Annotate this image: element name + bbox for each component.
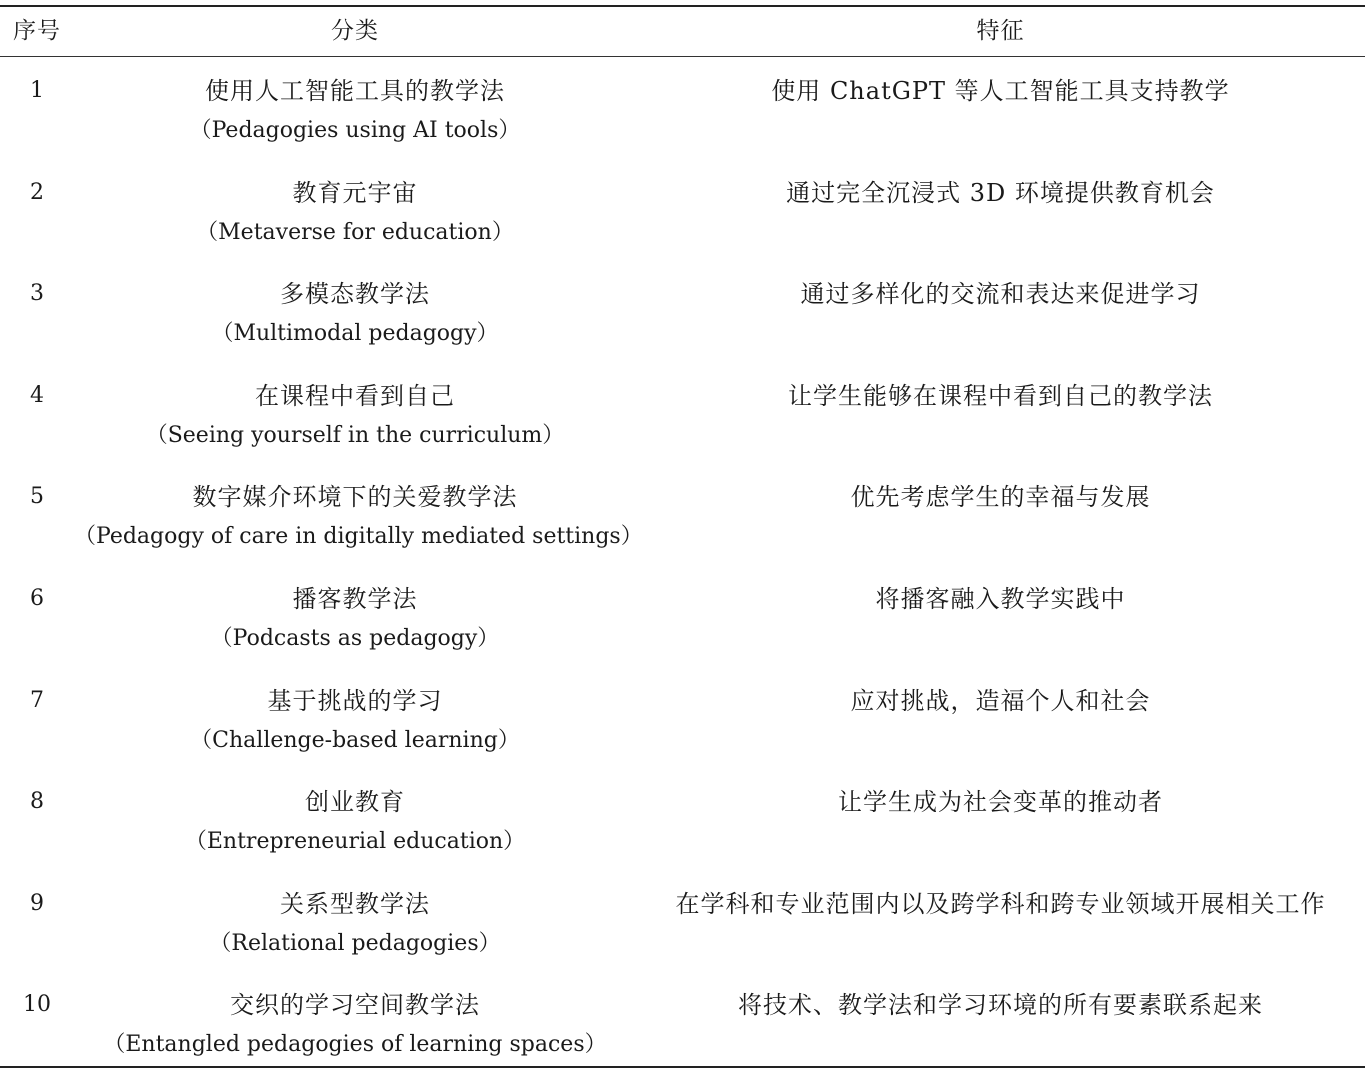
table-header-rule bbox=[0, 56, 1365, 57]
table-row bbox=[0, 267, 1365, 369]
row-number: 2 bbox=[30, 179, 44, 205]
header-feature: 特征 bbox=[976, 18, 1025, 44]
feature-cell bbox=[636, 877, 1365, 919]
row-number: 7 bbox=[30, 687, 44, 713]
category-english: （Entrepreneurial education） bbox=[184, 829, 526, 855]
row-number: 9 bbox=[30, 890, 44, 916]
category-chinese: 交织的学习空间教学法 bbox=[230, 991, 480, 1020]
category-chinese: 基于挑战的学习 bbox=[267, 686, 443, 715]
feature-cell bbox=[636, 470, 1365, 512]
table-row bbox=[0, 64, 1365, 166]
feature-cell bbox=[636, 166, 1365, 208]
category-cell bbox=[74, 877, 636, 959]
category-chinese: 创业教育 bbox=[305, 788, 405, 817]
category-english: （Seeing yourself in the curriculum） bbox=[145, 422, 565, 448]
feature-cell bbox=[636, 674, 1365, 716]
category-cell bbox=[74, 470, 643, 552]
row-number: 1 bbox=[30, 78, 44, 103]
category-cell bbox=[74, 674, 636, 756]
category-cell bbox=[74, 166, 636, 248]
table-row bbox=[0, 775, 1365, 877]
category-english: （Entangled pedagogies of learning spaces） bbox=[103, 1032, 607, 1058]
category-english: （Pedagogies using AI tools） bbox=[189, 118, 521, 143]
row-number: 4 bbox=[30, 382, 44, 408]
table-row bbox=[0, 877, 1365, 979]
row-number: 8 bbox=[30, 789, 44, 815]
row-number: 3 bbox=[30, 281, 44, 307]
table-header bbox=[0, 0, 1365, 56]
category-english: （Multimodal pedagogy） bbox=[211, 321, 499, 347]
feature-text: 优先考虑学生的幸福与发展 bbox=[850, 483, 1151, 512]
category-cell bbox=[74, 978, 636, 1060]
feature-text: 让学生成为社会变革的推动者 bbox=[838, 788, 1163, 817]
table-row bbox=[0, 572, 1365, 674]
feature-text: 在学科和专业范围内以及跨学科和跨专业领域开展相关工作 bbox=[675, 889, 1326, 918]
category-cell bbox=[74, 64, 636, 146]
category-chinese: 播客教学法 bbox=[292, 585, 418, 613]
category-chinese: 多模态教学法 bbox=[280, 280, 430, 309]
table-bottom-rule bbox=[0, 1066, 1365, 1068]
category-english: （Metaverse for education） bbox=[196, 219, 514, 245]
category-chinese: 数字媒介环境下的关爱教学法 bbox=[192, 483, 518, 512]
category-chinese: 在课程中看到自己 bbox=[255, 381, 455, 410]
row-number: 5 bbox=[30, 484, 44, 510]
category-english: （Pedagogy of care in digitally mediated settings） bbox=[74, 524, 643, 550]
feature-cell bbox=[636, 572, 1365, 614]
category-chinese: 使用人工智能工具的教学法 bbox=[205, 77, 505, 105]
feature-text: 使用 ChatGPT 等人工智能工具支持教学 bbox=[771, 77, 1230, 105]
feature-text: 让学生能够在课程中看到自己的教学法 bbox=[788, 381, 1213, 410]
row-number: 6 bbox=[30, 586, 44, 611]
feature-text: 通过多样化的交流和表达来促进学习 bbox=[800, 280, 1201, 309]
feature-text: 将技术、教学法和学习环境的所有要素联系起来 bbox=[738, 991, 1263, 1020]
category-cell bbox=[74, 572, 636, 654]
feature-cell bbox=[636, 64, 1365, 106]
row-number: 10 bbox=[23, 992, 51, 1018]
category-english: （Challenge-based learning） bbox=[190, 727, 520, 753]
category-cell bbox=[74, 369, 636, 451]
feature-cell bbox=[636, 978, 1365, 1020]
table-row bbox=[0, 470, 1365, 572]
category-chinese: 关系型教学法 bbox=[280, 889, 430, 918]
table-row bbox=[0, 369, 1365, 471]
header-category: 分类 bbox=[331, 18, 379, 44]
feature-text: 应对挑战，造福个人和社会 bbox=[850, 686, 1151, 715]
category-english: （Podcasts as pedagogy） bbox=[210, 626, 500, 651]
table-row bbox=[0, 978, 1365, 1080]
table-row bbox=[0, 674, 1365, 776]
category-chinese: 教育元宇宙 bbox=[292, 178, 418, 207]
feature-cell bbox=[636, 775, 1365, 817]
table-row bbox=[0, 166, 1365, 268]
category-cell bbox=[74, 267, 636, 349]
feature-text: 通过完全沉浸式 3D 环境提供教育机会 bbox=[786, 178, 1215, 207]
feature-cell bbox=[636, 369, 1365, 411]
header-num: 序号 bbox=[13, 18, 61, 44]
feature-text: 将播客融入教学实践中 bbox=[875, 585, 1126, 613]
category-cell bbox=[74, 775, 636, 857]
category-english: （Relational pedagogies） bbox=[209, 930, 501, 956]
feature-cell bbox=[636, 267, 1365, 309]
